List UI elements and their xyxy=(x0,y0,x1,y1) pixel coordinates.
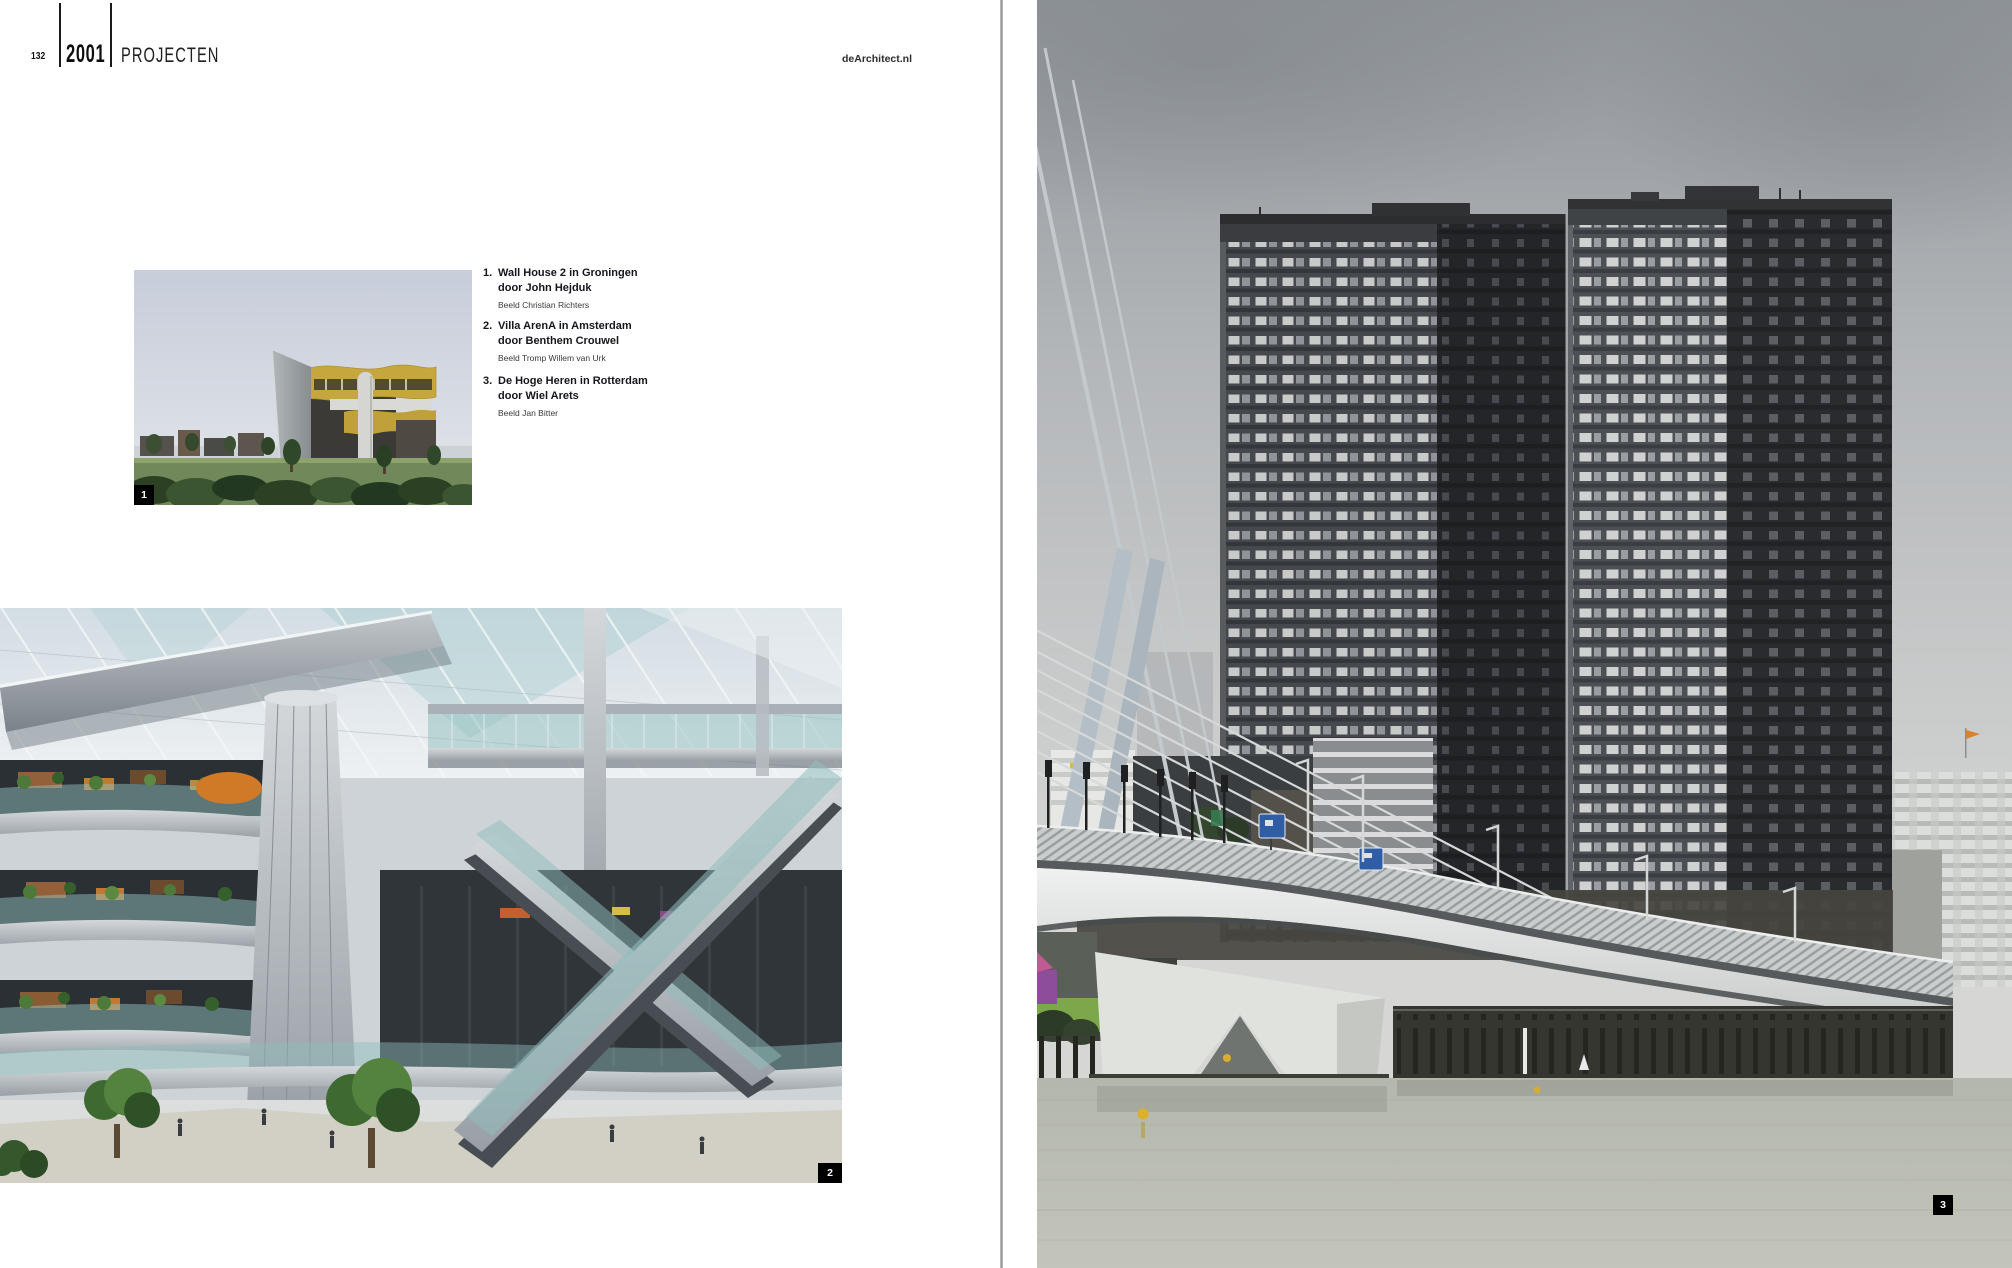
caption-title-line1: De Hoge Heren in Rotterdam xyxy=(498,375,648,387)
photo-wall-house-2 xyxy=(134,270,472,505)
caption-title-line2: door Wiel Arets xyxy=(498,390,579,402)
left-balcony-decks xyxy=(0,760,268,1058)
villa-arena-scene xyxy=(0,608,842,1183)
caption-credit: Beeld Jan Bitter xyxy=(498,407,559,418)
hoge-heren-scene xyxy=(1037,0,2012,1268)
pier-reflection xyxy=(1097,1086,1387,1112)
caption-credit: Beeld Tromp Willem van Urk xyxy=(498,352,606,363)
orange-canopy xyxy=(196,772,262,804)
caption-credit: Beeld Christian Richters xyxy=(498,299,590,310)
photo-number-badge: 2 xyxy=(818,1163,842,1183)
caption-item-2 xyxy=(483,319,693,363)
caption-number: 1. xyxy=(483,267,493,279)
tower-2 xyxy=(1568,186,1892,952)
section-title: PROJECTEN xyxy=(121,44,220,67)
quay-reflection xyxy=(1397,1080,1953,1096)
photo-number-badge: 3 xyxy=(1933,1195,1953,1215)
caption-item-3 xyxy=(483,374,693,418)
website-label: deArchitect.nl xyxy=(842,53,913,65)
caption-number: 2. xyxy=(483,320,493,332)
header-divider-left xyxy=(59,3,61,67)
caption-title-line1: Villa ArenA in Amsterdam xyxy=(498,320,632,332)
caption-title-line1: Wall House 2 in Groningen xyxy=(498,267,638,279)
header-divider-right xyxy=(110,3,112,67)
page-fold-line xyxy=(1000,0,1003,1268)
photo-number-badge: 1 xyxy=(134,485,154,505)
upper-walkway xyxy=(428,704,842,768)
wall-house-scene xyxy=(134,270,472,505)
green-sign xyxy=(1211,810,1223,826)
photo-villa-arena xyxy=(0,608,842,1183)
year-label: 2001 xyxy=(66,40,106,68)
caption-number: 3. xyxy=(483,375,493,387)
white-post xyxy=(1523,1028,1527,1074)
photo-hoge-heren xyxy=(1037,0,2012,1268)
caption-title-line2: door Benthem Crouwel xyxy=(498,335,620,347)
caption-item-1 xyxy=(483,266,693,310)
purple-billboard xyxy=(1037,970,1057,1004)
caption-title-line2: door John Hejduk xyxy=(498,282,592,294)
page-number: 132 xyxy=(31,51,46,62)
